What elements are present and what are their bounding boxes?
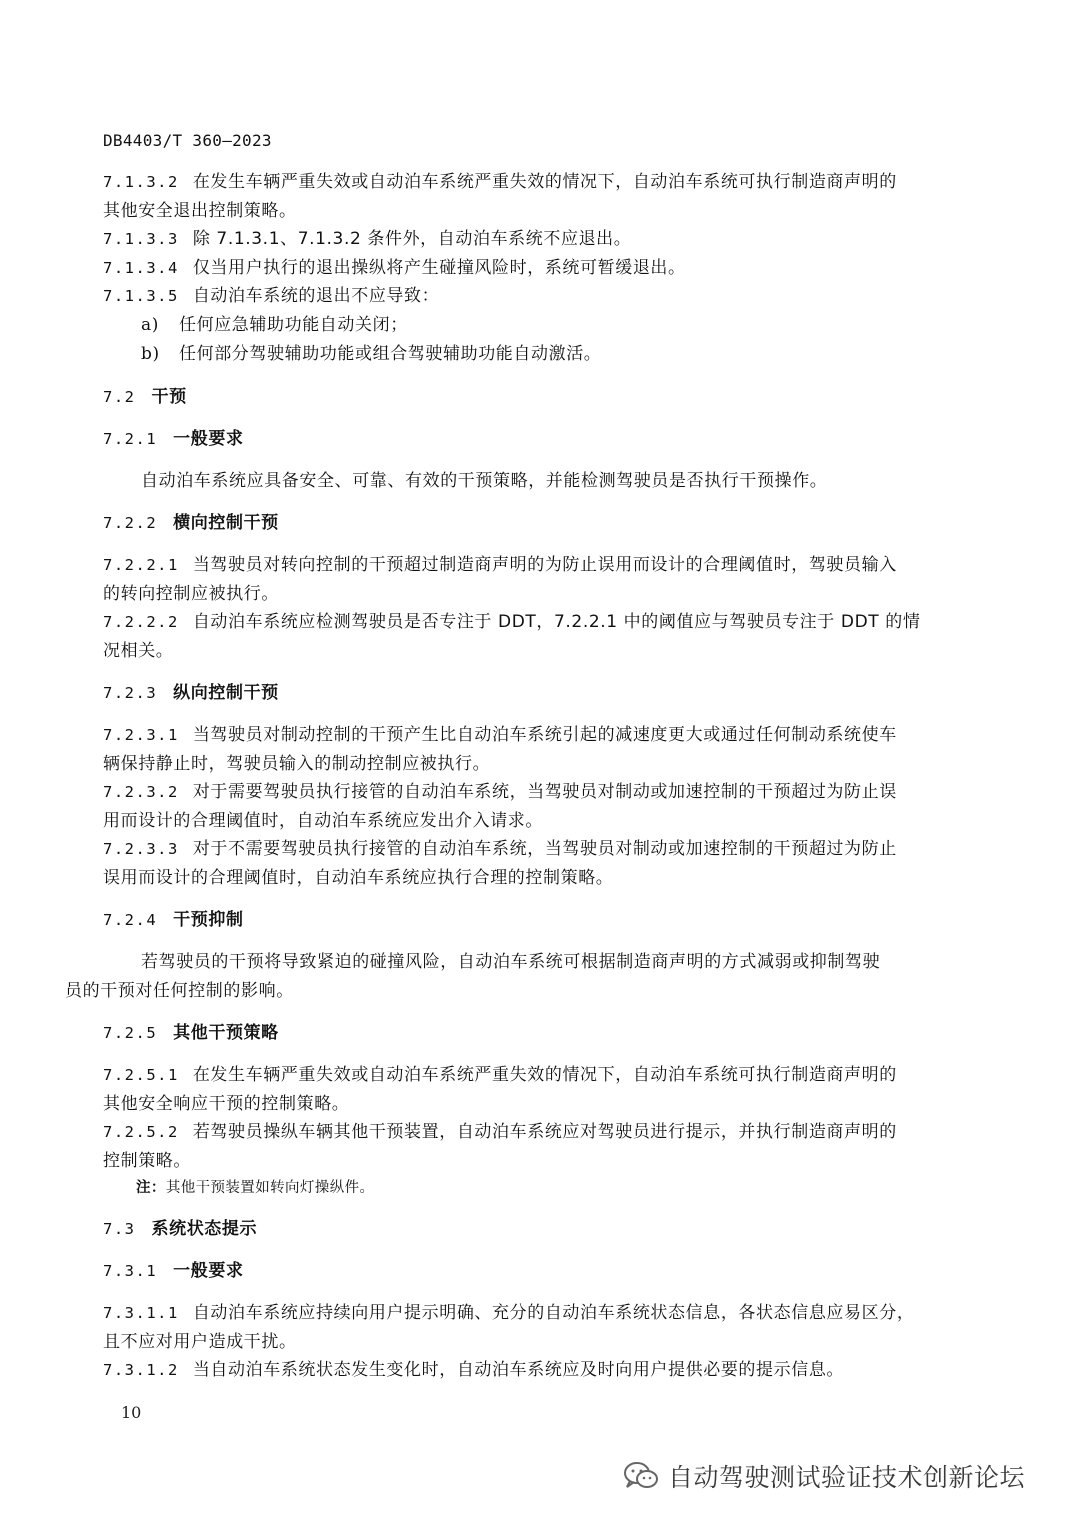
clause-7-1-3-4: 7.1.3.4 仅当用户执行的退出操纵将产生碰撞风险时，系统可暂缓退出。 xyxy=(103,257,686,278)
clause-7-1-3-5: 7.1.3.5 自动泊车系统的退出不应导致： xyxy=(103,286,440,306)
paragraph-7-2-4: 若驾驶员的干预将导致紧迫的碰撞风险，自动泊车系统可根据制造商声明的方式减弱或抑制驾驶 员的干预对任何控制的影响。 xyxy=(65,952,881,1001)
section-heading-7-3: 7.3 系统状态提示 xyxy=(103,1219,258,1239)
clause-7-3-1-1: 7.3.1.1 自动泊车系统应持续向用户提示明确、充分的自动泊车系统状态信息，各状态信息应易区分， 且不应对用户造成干扰。 xyxy=(103,1303,915,1352)
clause-7-2-3-1: 7.2.3.1 当驾驶员对制动控制的干预产生比自动泊车系统引起的减速度更大或通过任何制动系统使车 辆保持静止时，驾驶员输入的制动控制应被执行。 xyxy=(103,725,897,774)
clause-7-2-3-2: 7.2.3.2 对于需要驾驶员执行接管的自动泊车系统，当驾驶员对制动或加速控制的干预超过为防止误 用而设计的合理阈值时，自动泊车系统应发出介入请求。 xyxy=(103,782,897,831)
section-heading-7-2-4: 7.2.4 干预抑制 xyxy=(103,910,244,930)
document-body xyxy=(65,168,958,1385)
section-heading-7-2-1: 7.2.1 一般要求 xyxy=(103,428,244,449)
section-heading-7-2-2: 7.2.2 横向控制干预 xyxy=(103,513,279,533)
wechat-icon xyxy=(622,1460,660,1492)
section-heading-7-3-1: 7.3.1 一般要求 xyxy=(103,1261,244,1281)
list-item-a: a) 任何应急辅助功能自动关闭； xyxy=(141,314,408,335)
watermark xyxy=(622,1458,1025,1494)
clause-7-1-3-2: 7.1.3.2 在发生车辆严重失效或自动泊车系统严重失效的情况下，自动泊车系统可执行制造商声明的 其他安全退出控制策略。 xyxy=(103,172,897,221)
page-number: 10 xyxy=(121,1403,142,1422)
paragraph-7-2-1: 自动泊车系统应具备安全、可靠、有效的干预策略，并能检测驾驶员是否执行干预操作。 xyxy=(141,470,828,491)
clause-7-2-5-2: 7.2.5.2 若驾驶员操纵车辆其他干预装置，自动泊车系统应对驾驶员进行提示，并执行制造商声明的 控制策略。 xyxy=(103,1122,897,1171)
watermark-text: 自动驾驶测试验证技术创新论坛 xyxy=(668,1463,1026,1492)
section-heading-7-2-5: 7.2.5 其他干预策略 xyxy=(103,1023,279,1043)
section-heading-7-2-3: 7.2.3 纵向控制干预 xyxy=(103,683,279,703)
clause-7-2-5-1: 7.2.5.1 在发生车辆严重失效或自动泊车系统严重失效的情况下，自动泊车系统可执行制造商声明的 其他安全响应干预的控制策略。 xyxy=(103,1065,897,1114)
clause-7-2-2-2: 7.2.2.2 自动泊车系统应检测驾驶员是否专注于 DDT，7.2.2.1 中的阈值应与驾驶员专注于 DDT 的情 况相关。 xyxy=(103,612,921,661)
note: 注：其他干预装置如转向灯操纵件。 xyxy=(136,1180,375,1196)
section-heading-7-2: 7.2 干预 xyxy=(103,386,187,407)
list-item-b: b) 任何部分驾驶辅助功能或组合驾驶辅助功能自动激活。 xyxy=(141,343,602,364)
document-id: DB4403/T 360—2023 xyxy=(103,131,272,150)
clause-7-3-1-2: 7.3.1.2 当自动泊车系统状态发生变化时，自动泊车系统应及时向用户提供必要的提示信息。 xyxy=(103,1360,845,1380)
clause-7-2-3-3: 7.2.3.3 对于不需要驾驶员执行接管的自动泊车系统，当驾驶员对制动或加速控制的干预超过为防止 误用而设计的合理阈值时，自动泊车系统应执行合理的控制策略。 xyxy=(103,839,897,888)
clause-7-1-3-3: 7.1.3.3 除 7.1.3.1、7.1.3.2 条件外，自动泊车系统不应退出。 xyxy=(103,229,632,249)
clause-7-2-2-1: 7.2.2.1 当驾驶员对转向控制的干预超过制造商声明的为防止误用而设计的合理阈值时，驾驶员输入 的转向控制应被执行。 xyxy=(103,555,897,604)
